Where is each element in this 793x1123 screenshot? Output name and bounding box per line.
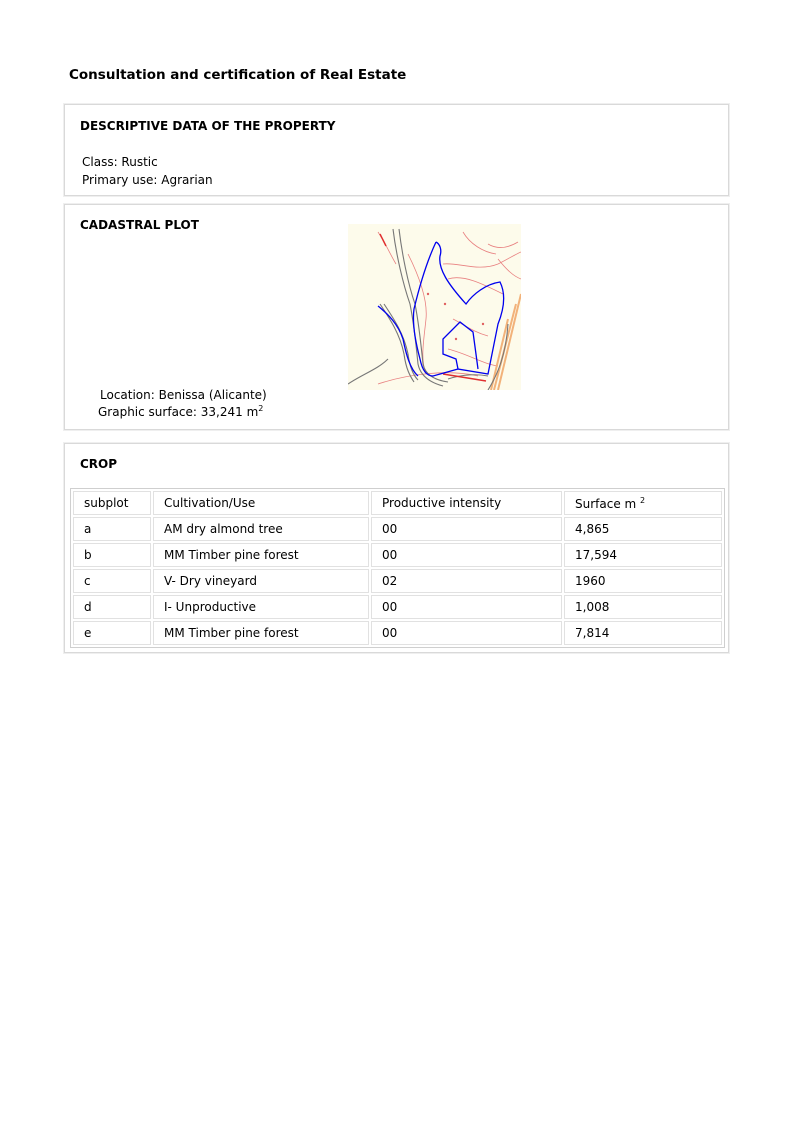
- cell-surface: 1,008: [564, 595, 722, 619]
- descriptive-data-heading: DESCRIPTIVE DATA OF THE PROPERTY: [80, 119, 336, 133]
- table-row: [73, 543, 722, 567]
- header-surface-exponent: 2: [640, 495, 646, 505]
- cell-subplot: a: [73, 517, 151, 541]
- cell-surface: 7,814: [564, 621, 722, 645]
- plot-graphic-surface: [98, 404, 263, 419]
- cell-subplot: b: [73, 543, 151, 567]
- header-cultivation-use: Cultivation/Use: [153, 491, 369, 515]
- cell-intensity: 00: [371, 543, 562, 567]
- descriptive-data-panel: [64, 104, 729, 196]
- crop-table: [70, 488, 725, 648]
- cell-subplot: e: [73, 621, 151, 645]
- cell-surface: 4,865: [564, 517, 722, 541]
- crop-table-header-row: [73, 491, 722, 515]
- cell-surface: 1960: [564, 569, 722, 593]
- cadastral-map: [348, 224, 521, 390]
- cell-intensity: 00: [371, 595, 562, 619]
- cell-use: AM dry almond tree: [153, 517, 369, 541]
- cadastral-plot-heading: CADASTRAL PLOT: [80, 218, 199, 232]
- page-title: Consultation and certification of Real Estate: [69, 67, 407, 83]
- property-class: Class: Rustic: [82, 155, 158, 169]
- table-row: [73, 517, 722, 541]
- table-row: [73, 621, 722, 645]
- cell-subplot: c: [73, 569, 151, 593]
- table-row: [73, 595, 722, 619]
- plot-location: Location: Benissa (Alicante): [100, 388, 267, 402]
- cell-intensity: 00: [371, 621, 562, 645]
- cell-surface: 17,594: [564, 543, 722, 567]
- cell-intensity: 00: [371, 517, 562, 541]
- header-productive-intensity: Productive intensity: [371, 491, 562, 515]
- plot-graphic-surface-value: Graphic surface: 33,241 m: [98, 405, 259, 419]
- cadastral-plot-panel: [64, 204, 729, 430]
- table-row: [73, 569, 722, 593]
- plot-graphic-surface-exponent: 2: [258, 404, 264, 413]
- crop-panel: [64, 443, 729, 653]
- crop-heading: CROP: [80, 457, 118, 471]
- cell-use: MM Timber pine forest: [153, 621, 369, 645]
- cell-intensity: 02: [371, 569, 562, 593]
- cell-use: V- Dry vineyard: [153, 569, 369, 593]
- cadastral-map-drawing: [348, 224, 521, 390]
- cell-use: I- Unproductive: [153, 595, 369, 619]
- header-surface: [564, 491, 722, 515]
- cell-subplot: d: [73, 595, 151, 619]
- header-subplot: subplot: [73, 491, 151, 515]
- header-surface-label: Surface m: [575, 496, 637, 511]
- primary-use: Primary use: Agrarian: [82, 173, 213, 187]
- cell-use: MM Timber pine forest: [153, 543, 369, 567]
